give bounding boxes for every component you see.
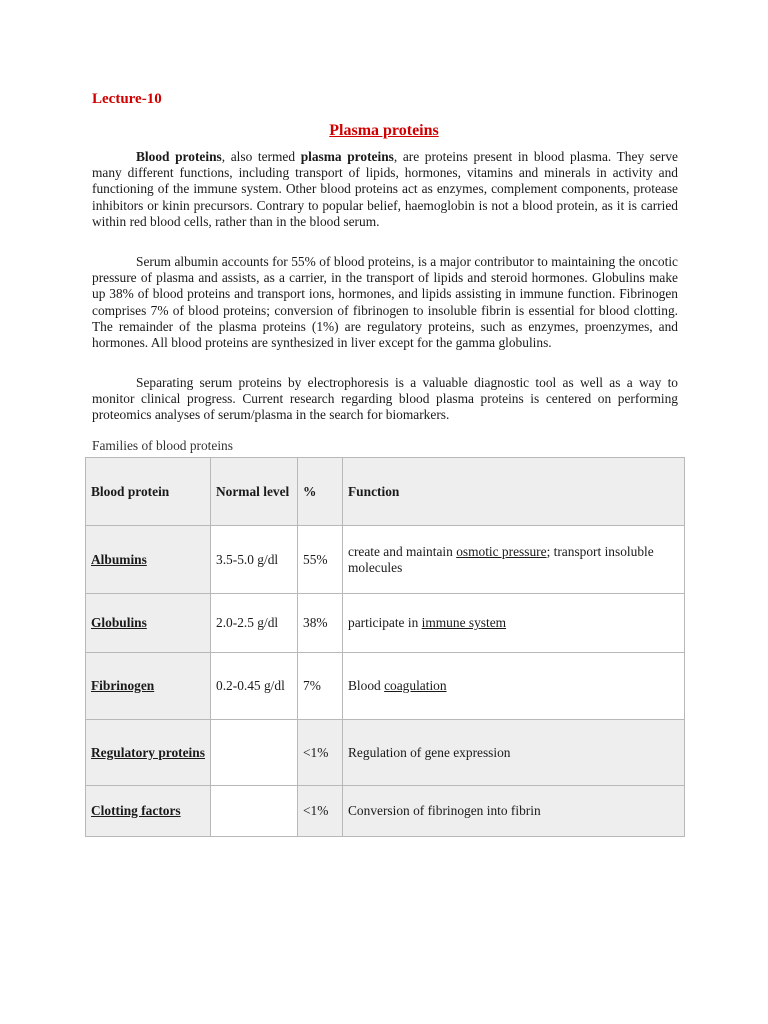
percent-cell: <1% (298, 786, 343, 837)
header-normal-level: Normal level (211, 458, 298, 526)
table-row (86, 786, 685, 837)
table-header-row (86, 458, 685, 526)
normal-level-cell: 3.5-5.0 g/dl (211, 526, 298, 594)
table-row (86, 594, 685, 653)
function-text: participate in (348, 615, 422, 630)
paragraph-intro-text-2: , are proteins present in blood plasma. They serve many different functions, including transport of lipids, hormones, vitamins and minerals in activity and functioning of the immune system. Other blood proteins act as enzymes, complement components, protease inhibitors or kinin precursors. Contrary to popular belief, haemoglobin is not a blood protein, as it is carried within red blood cells, rather than in the blood serum. (92, 149, 678, 229)
blood-protein-table (85, 457, 685, 837)
percent-cell: 38% (298, 594, 343, 653)
immune-system-link[interactable]: immune system (421, 615, 507, 630)
protein-link-clotting-factors[interactable]: Clotting factors (86, 786, 211, 837)
page-title: Plasma proteins (329, 122, 439, 139)
term-plasma-proteins: plasma proteins (300, 149, 394, 164)
percent-cell: 55% (298, 526, 343, 594)
header-percent: % (298, 458, 343, 526)
protein-link-globulins[interactable]: Globulins (86, 594, 211, 653)
function-cell (343, 594, 685, 653)
osmotic-pressure-link[interactable]: osmotic pressure (456, 543, 547, 559)
paragraph-composition (92, 254, 678, 351)
coagulation-link[interactable]: coagulation (384, 678, 447, 693)
protein-link-regulatory-proteins[interactable]: Regulatory proteins (86, 720, 211, 786)
normal-level-cell: 0.2-0.45 g/dl (211, 653, 298, 720)
header-blood-protein: Blood protein (86, 458, 211, 526)
function-cell: Regulation of gene expression (343, 720, 685, 786)
table-row (86, 526, 685, 594)
paragraph-intro-text-1: , also termed (221, 149, 301, 164)
function-text-after: ; transport insoluble molecules (348, 543, 654, 575)
function-text: create and maintain (348, 543, 457, 559)
function-text: Blood (348, 678, 385, 693)
paragraph-electrophoresis-text: Separating serum proteins by electrophoresis is a valuable diagnostic tool as well as a way to monitor clinical progress. Current research regarding blood plasma proteins is centered on performing proteomics analyses of serum/plasma in the search for biomarkers. (92, 375, 678, 423)
normal-level-cell (211, 786, 298, 837)
function-cell (343, 653, 685, 720)
header-function: Function (343, 458, 685, 526)
normal-level-cell: 2.0-2.5 g/dl (211, 594, 298, 653)
table-row (86, 653, 685, 720)
paragraph-intro (92, 149, 678, 230)
lecture-label: Lecture-10 (92, 91, 162, 107)
normal-level-cell (211, 720, 298, 786)
term-blood-proteins: Blood proteins (136, 149, 222, 164)
function-cell: Conversion of fibrinogen into fibrin (343, 786, 685, 837)
function-cell (343, 526, 685, 594)
percent-cell: 7% (298, 653, 343, 720)
paragraph-electrophoresis (92, 375, 678, 424)
percent-cell: <1% (298, 720, 343, 786)
paragraph-composition-text: Serum albumin accounts for 55% of blood proteins, is a major contributor to maintaining the oncotic pressure of plasma and assists, as a carrier, in the transport of lipids and steroid hormones. Globulins make up 38% of blood proteins and transport ions, hormones, and lipids assisting in immune function. Fibrinogen comprises 7% of blood proteins; conversion of fibrinogen to insoluble fibrin is essential for blood clotting. The remainder of the plasma proteins (1%) are regulatory proteins, such as enzymes, proenzymes, and hormones. All blood proteins are synthesized in liver except for the gamma globulins. (92, 254, 678, 351)
protein-link-albumins[interactable]: Albumins (86, 526, 211, 594)
table-caption: Families of blood proteins (92, 438, 233, 453)
protein-link-fibrinogen[interactable]: Fibrinogen (86, 653, 211, 720)
table-row (86, 720, 685, 786)
